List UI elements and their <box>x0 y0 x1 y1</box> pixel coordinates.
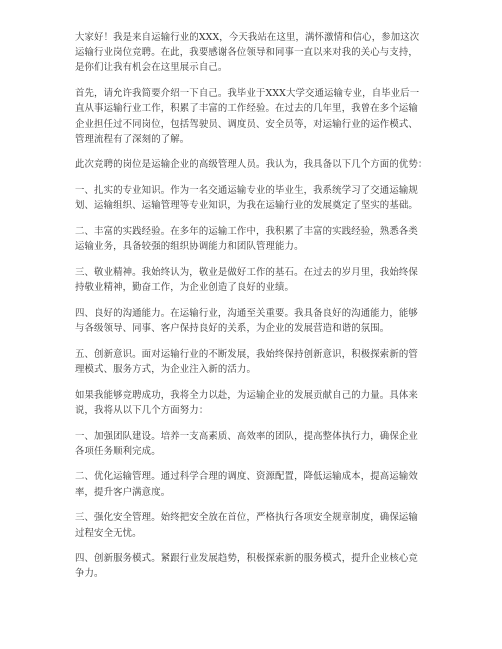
paragraph-plan-1: 一、加强团队建设。培养一支高素质、高效率的团队，提高整体执行力，确保企业 各项任务顺利完成。 <box>75 430 418 457</box>
paragraph-plan-3: 三、强化安全管理。始终把安全放在首位，严格执行各项安全规章制度，确保运输 过程安全无忧。 <box>75 512 418 539</box>
paragraph-advantage-4: 四、良好的沟通能力。在运输行业，沟通至关重要。我具备良好的沟通能力，能够 与各级领导、同事、客户保持良好的关系，为企业的发展营造和谐的氛围。 <box>75 307 418 335</box>
paragraph-advantages-intro: 此次竞聘的岗位是运输企业的高级管理人员。我认为，我具备以下几个方面的优势： <box>75 159 428 171</box>
paragraph-advantage-2: 二、丰富的实践经验。在多年的运输工作中，我积累了丰富的实践经验，熟悉各类 运输业务，具备较强的组织协调能力和团队管理能力。 <box>75 226 418 253</box>
paragraph-plans-intro: 如果我能够竞聘成功，我将全力以赴，为运输企业的发展贡献自己的力量。具体来 说，我将从以下几个方面努力： <box>75 389 418 416</box>
paragraph-advantage-1: 一、扎实的专业知识。作为一名交通运输专业的毕业生，我系统学习了交通运输规 划、运输组织、运输管理等专业知识，为我在运输行业的发展奠定了坚实的基础。 <box>75 185 418 212</box>
paragraph-plan-4: 四、创新服务模式。紧跟行业发展趋势，积极探索新的服务模式，提升企业核心竞 争力。 <box>75 553 418 580</box>
paragraph-self-introduction: 首先，请允许我简要介绍一下自己。我毕业于XXX大学交通运输专业，自毕业后一 直从事运输行业工作，积累了丰富的工作经验。在过去的几年里，我曾在多个运输 企业担任过不同岗位，包括驾驶员、调度员、安全员等，对运输行业的运作模式、 管理流程有了深刻的了解。 <box>75 88 420 145</box>
paragraph-advantage-3: 三、敬业精神。我始终认为，敬业是做好工作的基石。在过去的岁月里，我始终保 持敬业精神，勤奋工作，为企业创造了良好的业绩。 <box>75 266 418 294</box>
paragraph-greeting: 大家好！我是来自运输行业的XXX，今天我站在这里，满怀激情和信心，参加这次 运输行业岗位竞聘。在此，我要感谢各位领导和同事一直以来对我的关心与支持， 是你们让我有机会在这里展示自己。 <box>75 32 420 74</box>
paragraph-plan-2: 二、优化运输管理。通过科学合理的调度、资源配置，降低运输成本，提高运输效 率，提升客户满意度。 <box>75 471 418 498</box>
document-body <box>75 30 430 592</box>
paragraph-advantage-5: 五、创新意识。面对运输行业的不断发展，我始终保持创新意识，积极探索新的管 理模式、服务方式，为企业注入新的活力。 <box>75 348 418 375</box>
